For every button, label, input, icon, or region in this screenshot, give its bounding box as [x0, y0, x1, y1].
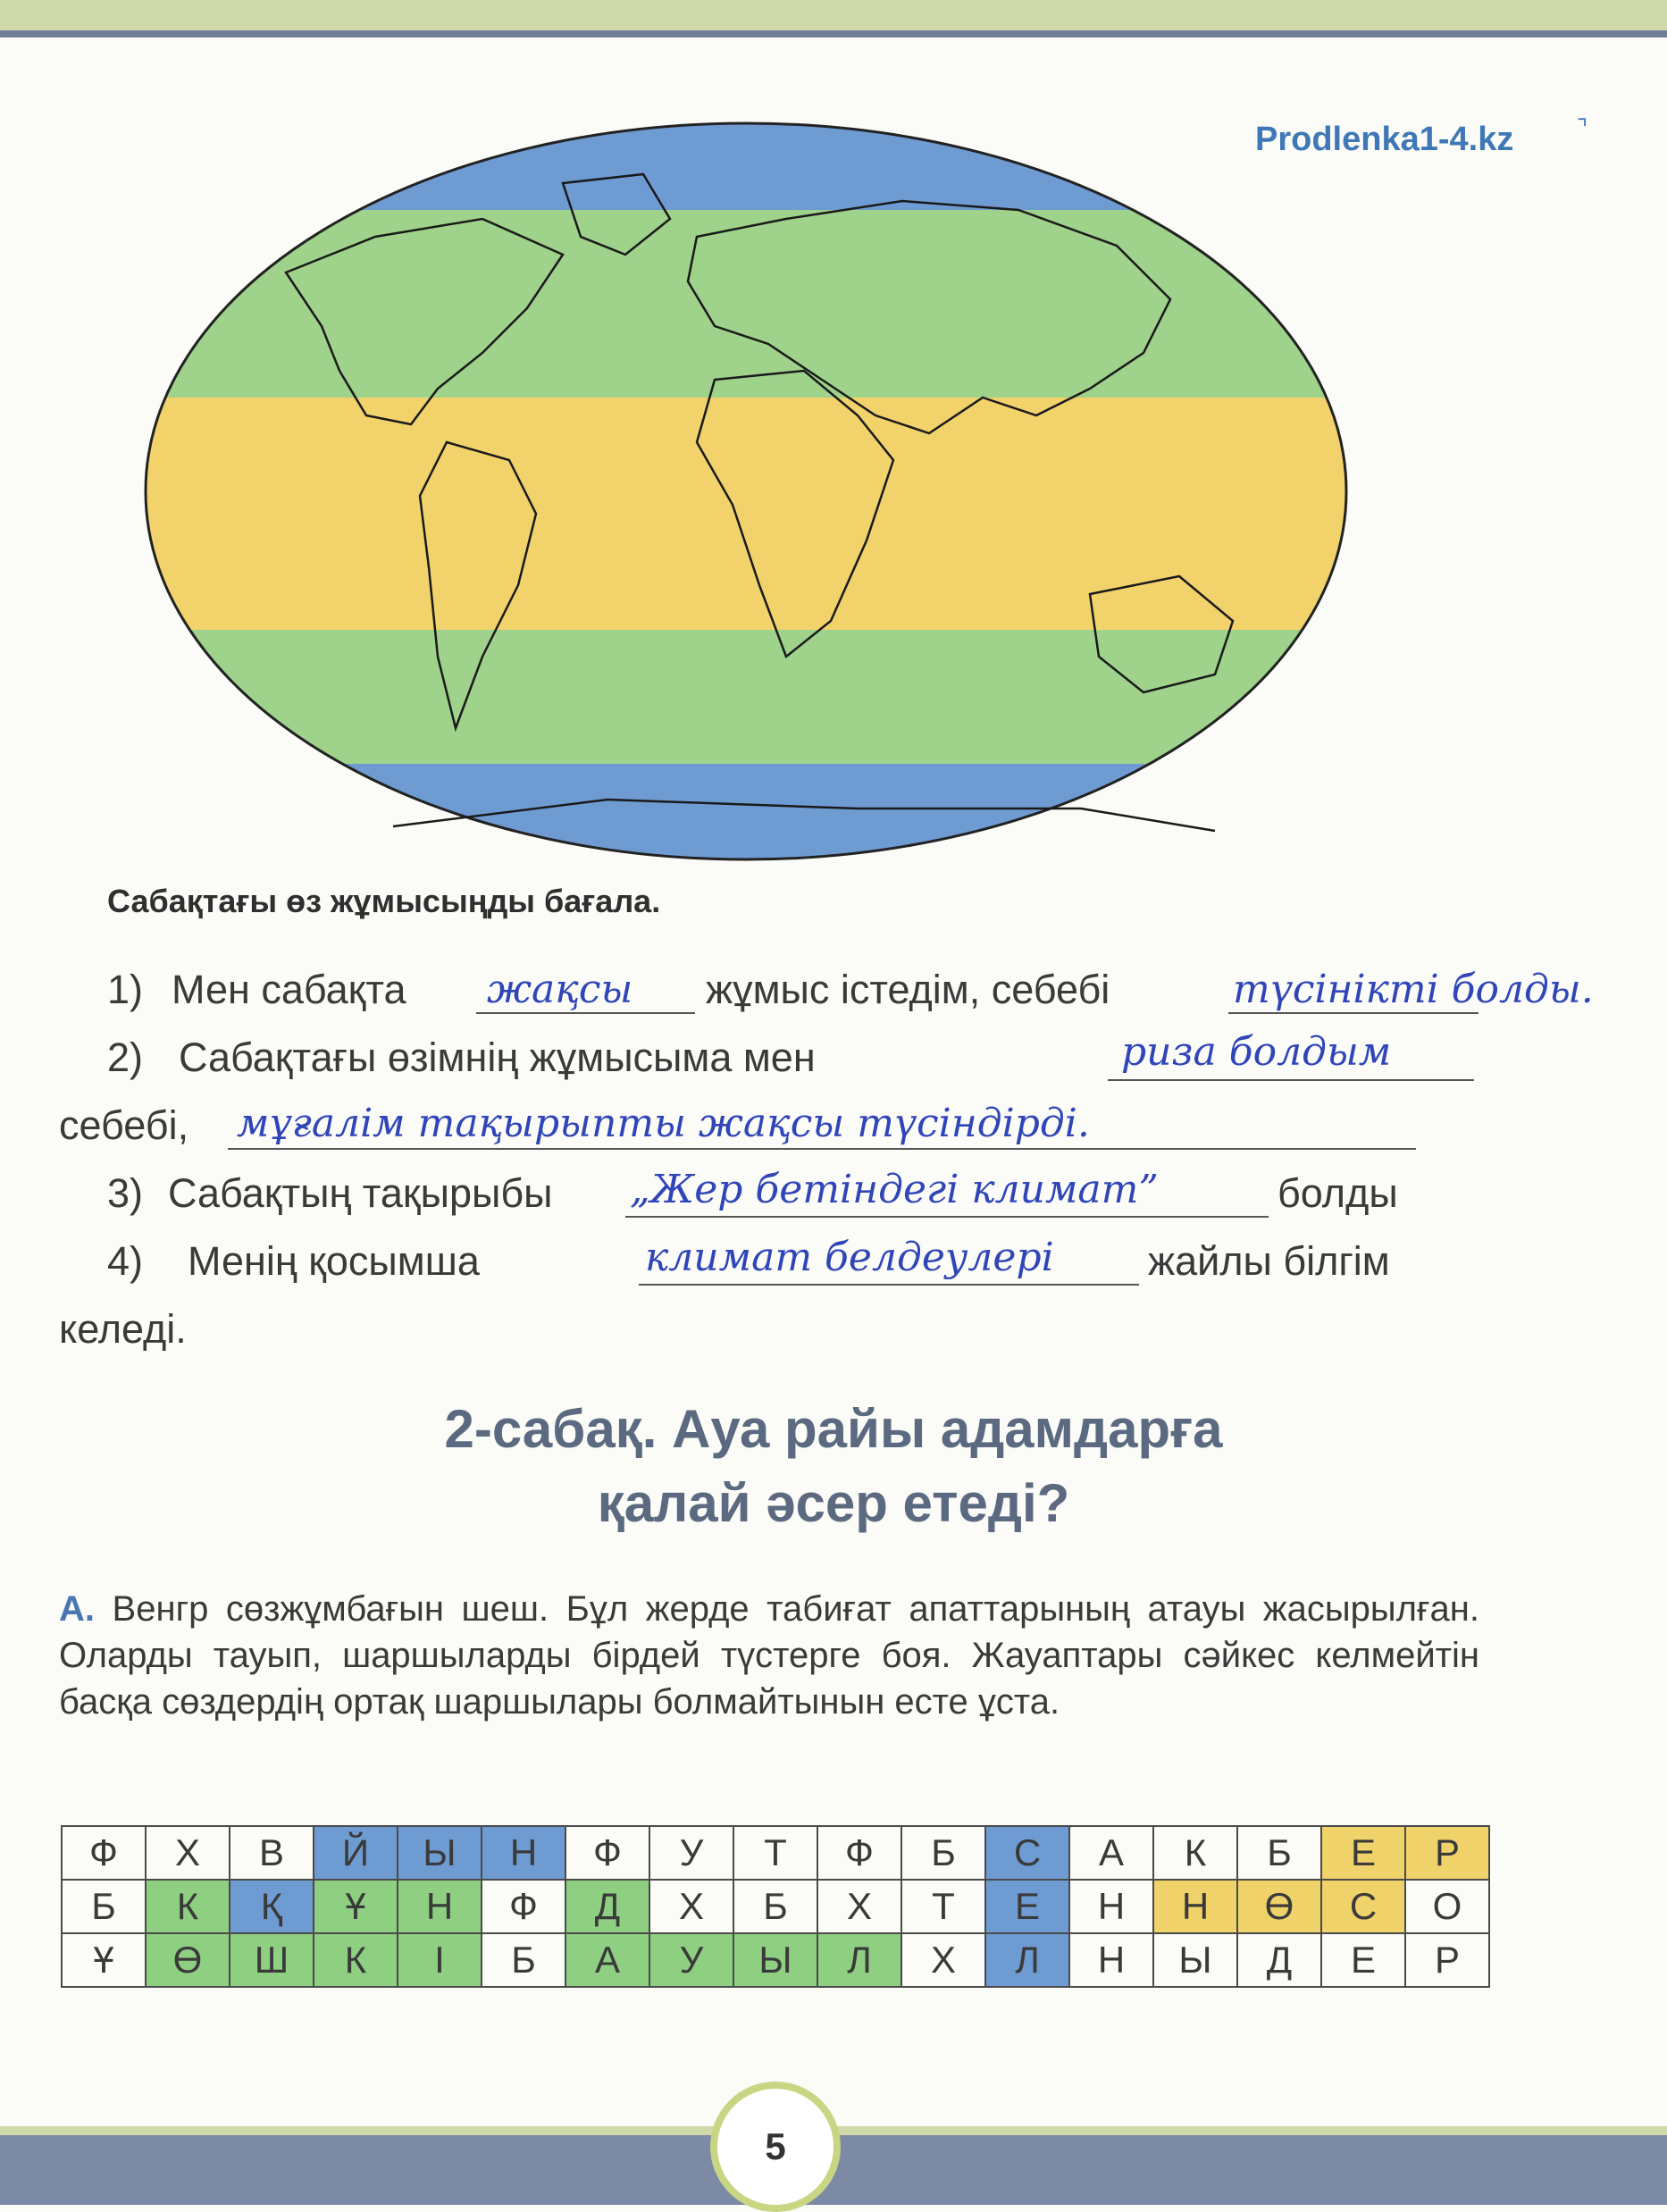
- puzzle-cell[interactable]: Н: [398, 1880, 482, 1933]
- line3-number: 3): [107, 1170, 144, 1216]
- puzzle-cell[interactable]: Ұ: [62, 1933, 146, 1987]
- line3-answer: „Жер бетіндегі климат”: [630, 1167, 1159, 1212]
- puzzle-cell[interactable]: Е: [1321, 1933, 1405, 1987]
- puzzle-cell[interactable]: Қ: [230, 1880, 314, 1933]
- line1-before: Мен сабақта: [172, 967, 406, 1012]
- puzzle-cell[interactable]: Й: [314, 1826, 398, 1880]
- line1-answer1: жақсы: [487, 967, 633, 1012]
- puzzle-row: [62, 1826, 1489, 1880]
- puzzle-cell[interactable]: Х: [901, 1933, 985, 1987]
- puzzle-cell[interactable]: Б: [62, 1880, 146, 1933]
- line2b-blank[interactable]: [228, 1148, 1416, 1150]
- world-map-illustration: [143, 121, 1349, 862]
- puzzle-cell[interactable]: С: [1321, 1880, 1405, 1933]
- puzzle-cell[interactable]: Ы: [398, 1826, 482, 1880]
- line1-blank2[interactable]: [1228, 1012, 1479, 1014]
- puzzle-cell[interactable]: Б: [482, 1933, 565, 1987]
- line3-after: болды: [1277, 1170, 1398, 1216]
- puzzle-cell[interactable]: Л: [817, 1933, 901, 1987]
- puzzle-cell[interactable]: Р: [1405, 1933, 1489, 1987]
- puzzle-cell[interactable]: Ф: [62, 1826, 146, 1880]
- line2b-answer: мұғалім тақырыпты жақсы түсіндірді.: [237, 1101, 1090, 1146]
- puzzle-cell[interactable]: Ө: [1237, 1880, 1321, 1933]
- puzzle-cell[interactable]: Н: [482, 1826, 565, 1880]
- puzzle-cell[interactable]: І: [398, 1933, 482, 1987]
- puzzle-cell[interactable]: Х: [817, 1880, 901, 1933]
- puzzle-cell[interactable]: Д: [565, 1880, 649, 1933]
- task-paragraph: [59, 1586, 1479, 1725]
- puzzle-cell[interactable]: К: [1153, 1826, 1237, 1880]
- puzzle-cell[interactable]: К: [146, 1880, 230, 1933]
- puzzle-cell[interactable]: Х: [146, 1826, 230, 1880]
- line3-before: Сабақтың тақырыбы: [168, 1170, 553, 1216]
- puzzle-cell[interactable]: С: [985, 1826, 1069, 1880]
- line1-number: 1): [107, 967, 144, 1012]
- puzzle-cell[interactable]: Х: [649, 1880, 733, 1933]
- puzzle-cell[interactable]: Т: [733, 1826, 817, 1880]
- puzzle-cell[interactable]: Ш: [230, 1933, 314, 1987]
- line1-middle: жұмыс істедім, себебі: [706, 967, 1110, 1012]
- puzzle-cell[interactable]: Б: [733, 1880, 817, 1933]
- task-text: Венгр сөзжұмбағын шеш. Бұл жерде табиғат апаттарының атауы жасырылған. Оларды тауып, шаршыларды бірдей түстерге боя. Жауаптары сәйкес келмейтін басқа сөздердің ортақ шаршылары болмайтынын есте ұста.: [59, 1589, 1479, 1722]
- puzzle-row: [62, 1933, 1489, 1987]
- puzzle-cell[interactable]: А: [1069, 1826, 1153, 1880]
- puzzle-cell[interactable]: Ө: [146, 1933, 230, 1987]
- puzzle-cell[interactable]: Е: [985, 1880, 1069, 1933]
- puzzle-row: [62, 1880, 1489, 1933]
- lesson-title-line1: 2-сабақ. Ауа райы адамдарға: [444, 1399, 1223, 1459]
- puzzle-cell[interactable]: В: [230, 1826, 314, 1880]
- puzzle-cell[interactable]: У: [649, 1933, 733, 1987]
- line2-number: 2): [107, 1035, 144, 1080]
- puzzle-cell[interactable]: Л: [985, 1933, 1069, 1987]
- puzzle-cell[interactable]: Ф: [482, 1880, 565, 1933]
- line4-after: жайлы білгім: [1148, 1238, 1390, 1284]
- puzzle-grid: [61, 1825, 1490, 1988]
- puzzle-cell[interactable]: Ы: [733, 1933, 817, 1987]
- lesson-title-line2: қалай әсер етеді?: [597, 1473, 1070, 1533]
- line4-answer: климат белдеулері: [645, 1235, 1054, 1280]
- line4-number: 4): [107, 1238, 144, 1284]
- puzzle-cell[interactable]: Р: [1405, 1826, 1489, 1880]
- puzzle-cell[interactable]: Б: [901, 1826, 985, 1880]
- line2-blank[interactable]: [1108, 1079, 1474, 1081]
- corner-lines-icon: ⌝: [1577, 114, 1588, 141]
- puzzle-cell[interactable]: Ы: [1153, 1933, 1237, 1987]
- puzzle-cell[interactable]: Ф: [565, 1826, 649, 1880]
- puzzle-cell[interactable]: Б: [1237, 1826, 1321, 1880]
- puzzle-cell[interactable]: Н: [1069, 1933, 1153, 1987]
- puzzle-cell[interactable]: Д: [1237, 1933, 1321, 1987]
- line4-blank[interactable]: [639, 1284, 1139, 1286]
- line1-blank1[interactable]: [476, 1012, 695, 1014]
- line4b-text: келеді.: [59, 1306, 187, 1352]
- puzzle-cell[interactable]: Т: [901, 1880, 985, 1933]
- puzzle-cell[interactable]: А: [565, 1933, 649, 1987]
- page-number: 5: [710, 2082, 841, 2212]
- puzzle-cell[interactable]: К: [314, 1933, 398, 1987]
- line1-answer2: түсінікті болды.: [1233, 967, 1594, 1012]
- line2-text: Сабақтағы өзімнің жұмысыма мен: [179, 1035, 816, 1080]
- puzzle-cell[interactable]: Н: [1069, 1880, 1153, 1933]
- puzzle-cell[interactable]: Е: [1321, 1826, 1405, 1880]
- line4-before: Менің қосымша: [188, 1238, 480, 1284]
- puzzle-cell[interactable]: Ф: [817, 1826, 901, 1880]
- puzzle-cell[interactable]: О: [1405, 1880, 1489, 1933]
- line2b-before: себебі,: [59, 1102, 189, 1148]
- line2-answer: риза болдым: [1121, 1029, 1392, 1075]
- task-tag: А.: [59, 1589, 95, 1629]
- puzzle-cell[interactable]: Н: [1153, 1880, 1237, 1933]
- assessment-heading: Сабақтағы өз жұмысыңды бағала.: [107, 883, 661, 919]
- puzzle-cell[interactable]: У: [649, 1826, 733, 1880]
- puzzle-cell[interactable]: Ұ: [314, 1880, 398, 1933]
- line3-blank[interactable]: [625, 1216, 1269, 1218]
- watermark: Prodlenka1-4.kz: [1255, 121, 1514, 158]
- top-stripe: [0, 0, 1667, 38]
